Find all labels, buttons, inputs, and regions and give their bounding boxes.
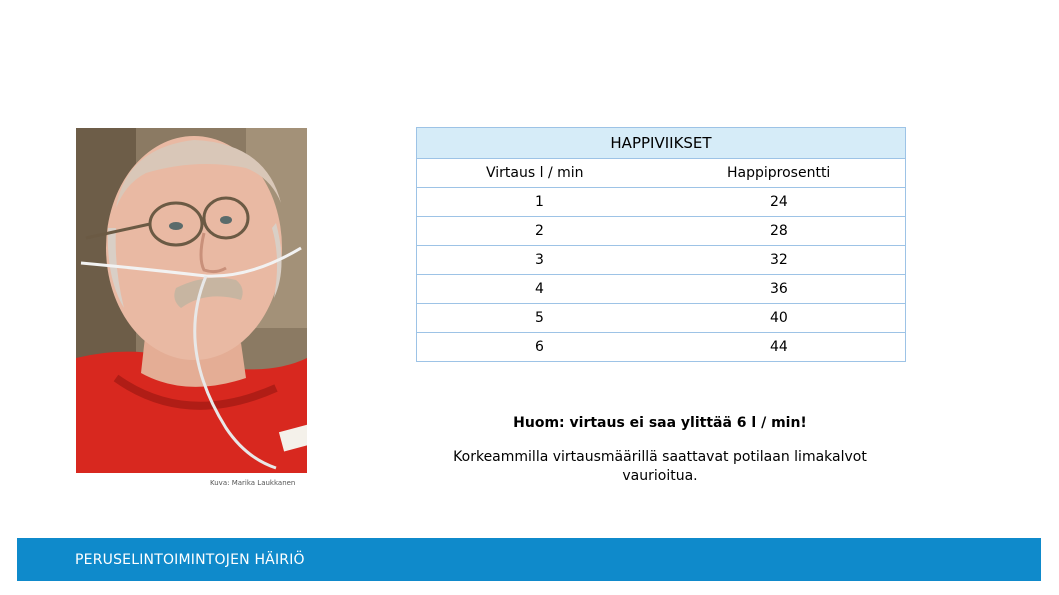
header-flow: Virtaus l / min xyxy=(486,165,584,181)
oxygen-flow-table xyxy=(416,127,906,362)
patient-photo xyxy=(76,128,307,473)
table-row xyxy=(417,217,906,246)
flow-cell: 4 xyxy=(535,281,544,297)
table-title-row xyxy=(417,128,906,159)
flow-cell: 3 xyxy=(535,252,544,268)
table-row xyxy=(417,304,906,333)
flow-limit-note: Huom: virtaus ei saa ylittää 6 l / min! xyxy=(513,415,807,431)
percent-cell: 28 xyxy=(770,223,788,239)
flow-cell: 5 xyxy=(535,310,544,326)
table-row xyxy=(417,188,906,217)
photo-caption: Kuva: Marika Laukkanen xyxy=(210,479,296,487)
table-header-row xyxy=(417,159,906,188)
percent-cell: 24 xyxy=(770,194,788,210)
percent-cell: 44 xyxy=(770,339,788,355)
table-row xyxy=(417,333,906,362)
table-row xyxy=(417,275,906,304)
footer-bar xyxy=(17,538,1041,581)
table-row xyxy=(417,246,906,275)
percent-cell: 36 xyxy=(770,281,788,297)
mucosa-warning-text: Korkeammilla virtausmäärillä saattavat potilaan limakalvot vaurioitua. xyxy=(453,449,867,484)
flow-cell: 1 xyxy=(535,194,544,210)
percent-cell: 40 xyxy=(770,310,788,326)
header-oxygen-percent: Happiprosentti xyxy=(727,165,831,181)
flow-cell: 6 xyxy=(535,339,544,355)
flow-cell: 2 xyxy=(535,223,544,239)
table-title: HAPPIVIIKSET xyxy=(417,128,906,159)
percent-cell: 32 xyxy=(770,252,788,268)
footer-title: PERUSELINTOIMINTOJEN HÄIRIÖ xyxy=(75,552,305,568)
